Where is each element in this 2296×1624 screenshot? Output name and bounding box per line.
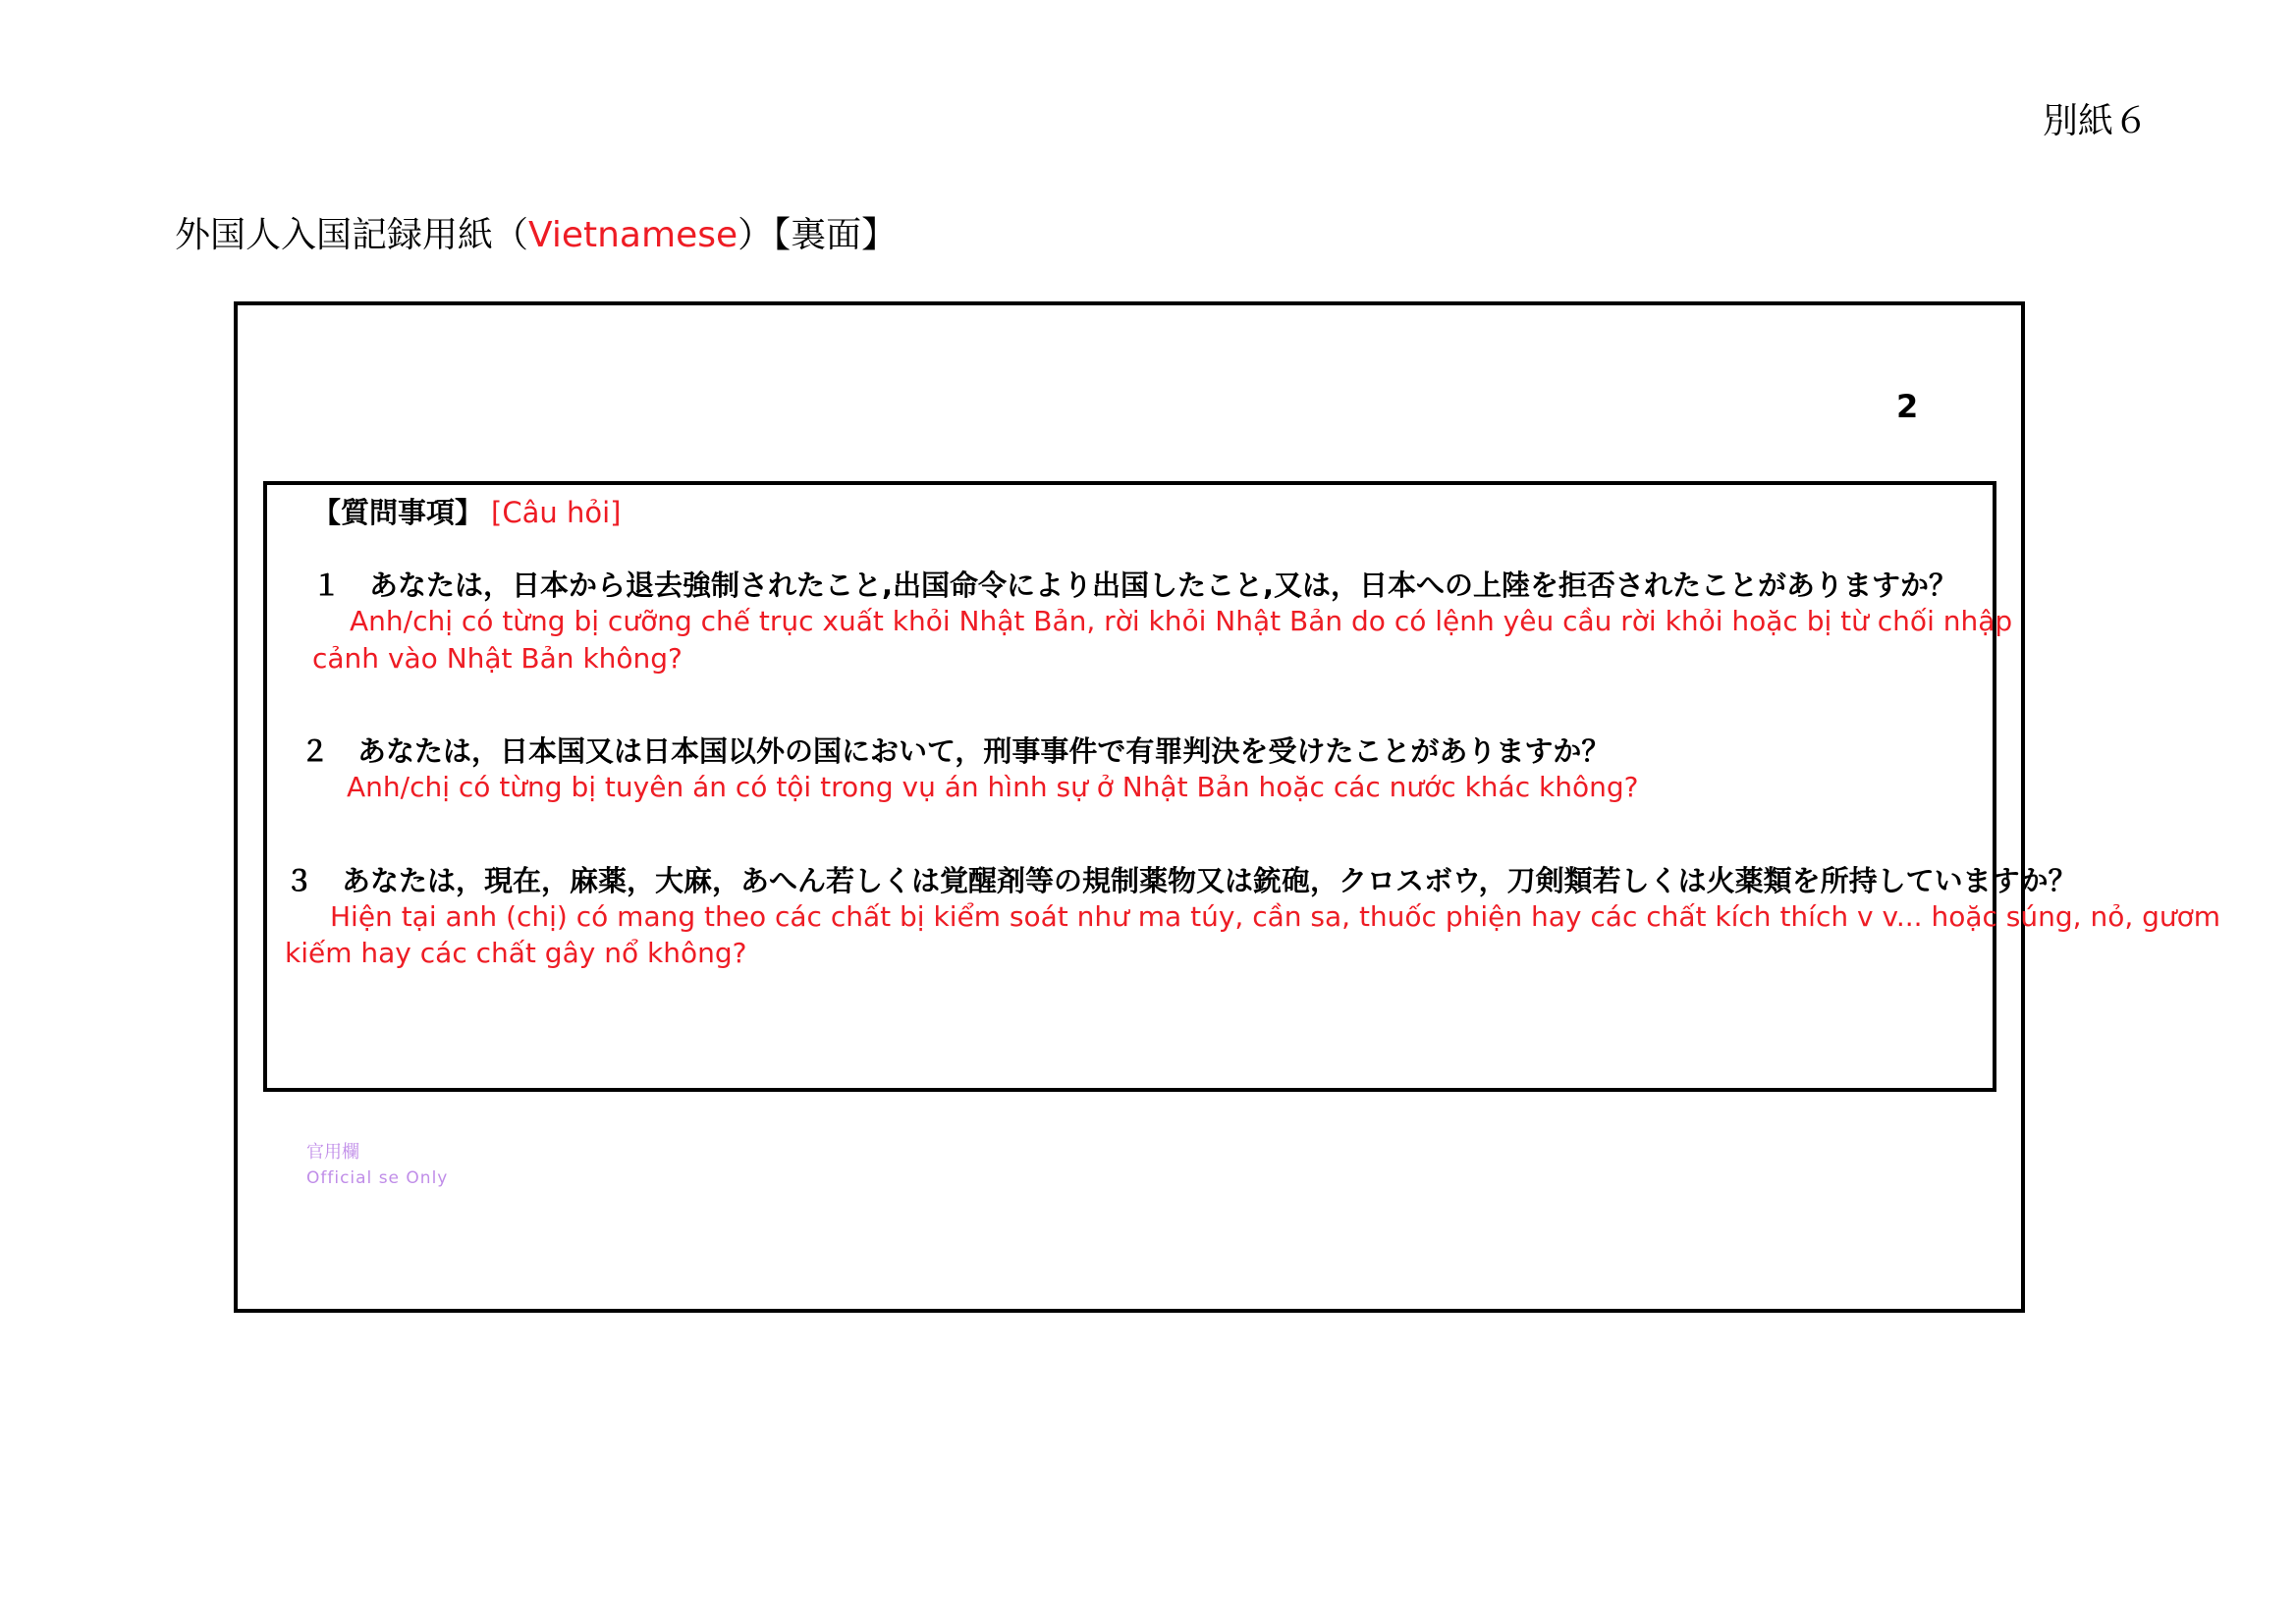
question-1-vi-line-2: cảnh vào Nhật Bản không? <box>312 642 683 675</box>
questions-heading <box>312 494 621 536</box>
question-1-vi-line-1: Anh/chị có từng bị cưỡng chế trục xuất khỏi Nhật Bản, rời khỏi Nhật Bản do có lệnh yêu cầu rời khỏi hoặc bị từ chối nhập <box>350 605 2013 637</box>
questions-heading-jp: 【質問事項】 <box>312 496 484 529</box>
question-2-vi-line-1: Anh/chị có từng bị tuyên án có tội trong vụ án hình sự ở Nhật Bản hoặc các nước khác không? <box>347 771 1639 803</box>
title-suffix: ）【裏面】 <box>738 215 898 255</box>
title-prefix: 外国人入国記録用紙（ <box>175 215 529 255</box>
questions-heading-vi: [Câu hỏi] <box>491 496 622 529</box>
official-use-label-en: Official se Only <box>306 1168 449 1188</box>
question-3-vi-line-2: kiếm hay các chất gây nổ không? <box>285 937 747 969</box>
question-2-jp: ２ あなたは，日本国又は日本国以外の国において，刑事事件で有罪判決を受けたことがありますか？ <box>301 734 1611 768</box>
question-3-jp: ３ あなたは，現在，麻薬，大麻，あへん若しくは覚醒剤等の規制薬物又は銃砲，クロスボウ，刀剣類若しくは火薬類を所持していますか？ <box>285 864 2077 897</box>
question-3-vi-line-1: Hiện tại anh (chị) có mang theo các chất bị kiểm soát như ma túy, cần sa, thuốc phiện hay các chất kích thích v v... hoặc súng, nỏ, gươm <box>330 900 2221 933</box>
page-number: 2 <box>1896 388 1919 425</box>
question-1-jp: １ あなたは，日本から退去強制されたこと,出国命令により出国したこと,又は，日本への上陸を拒否されたことがありますか？ <box>312 568 1958 602</box>
attachment-label: 別紙６ <box>2043 101 2150 141</box>
official-use-label-jp: 官用欄 <box>306 1142 359 1163</box>
page-title <box>175 212 897 259</box>
title-language: Vietnamese <box>528 215 738 255</box>
